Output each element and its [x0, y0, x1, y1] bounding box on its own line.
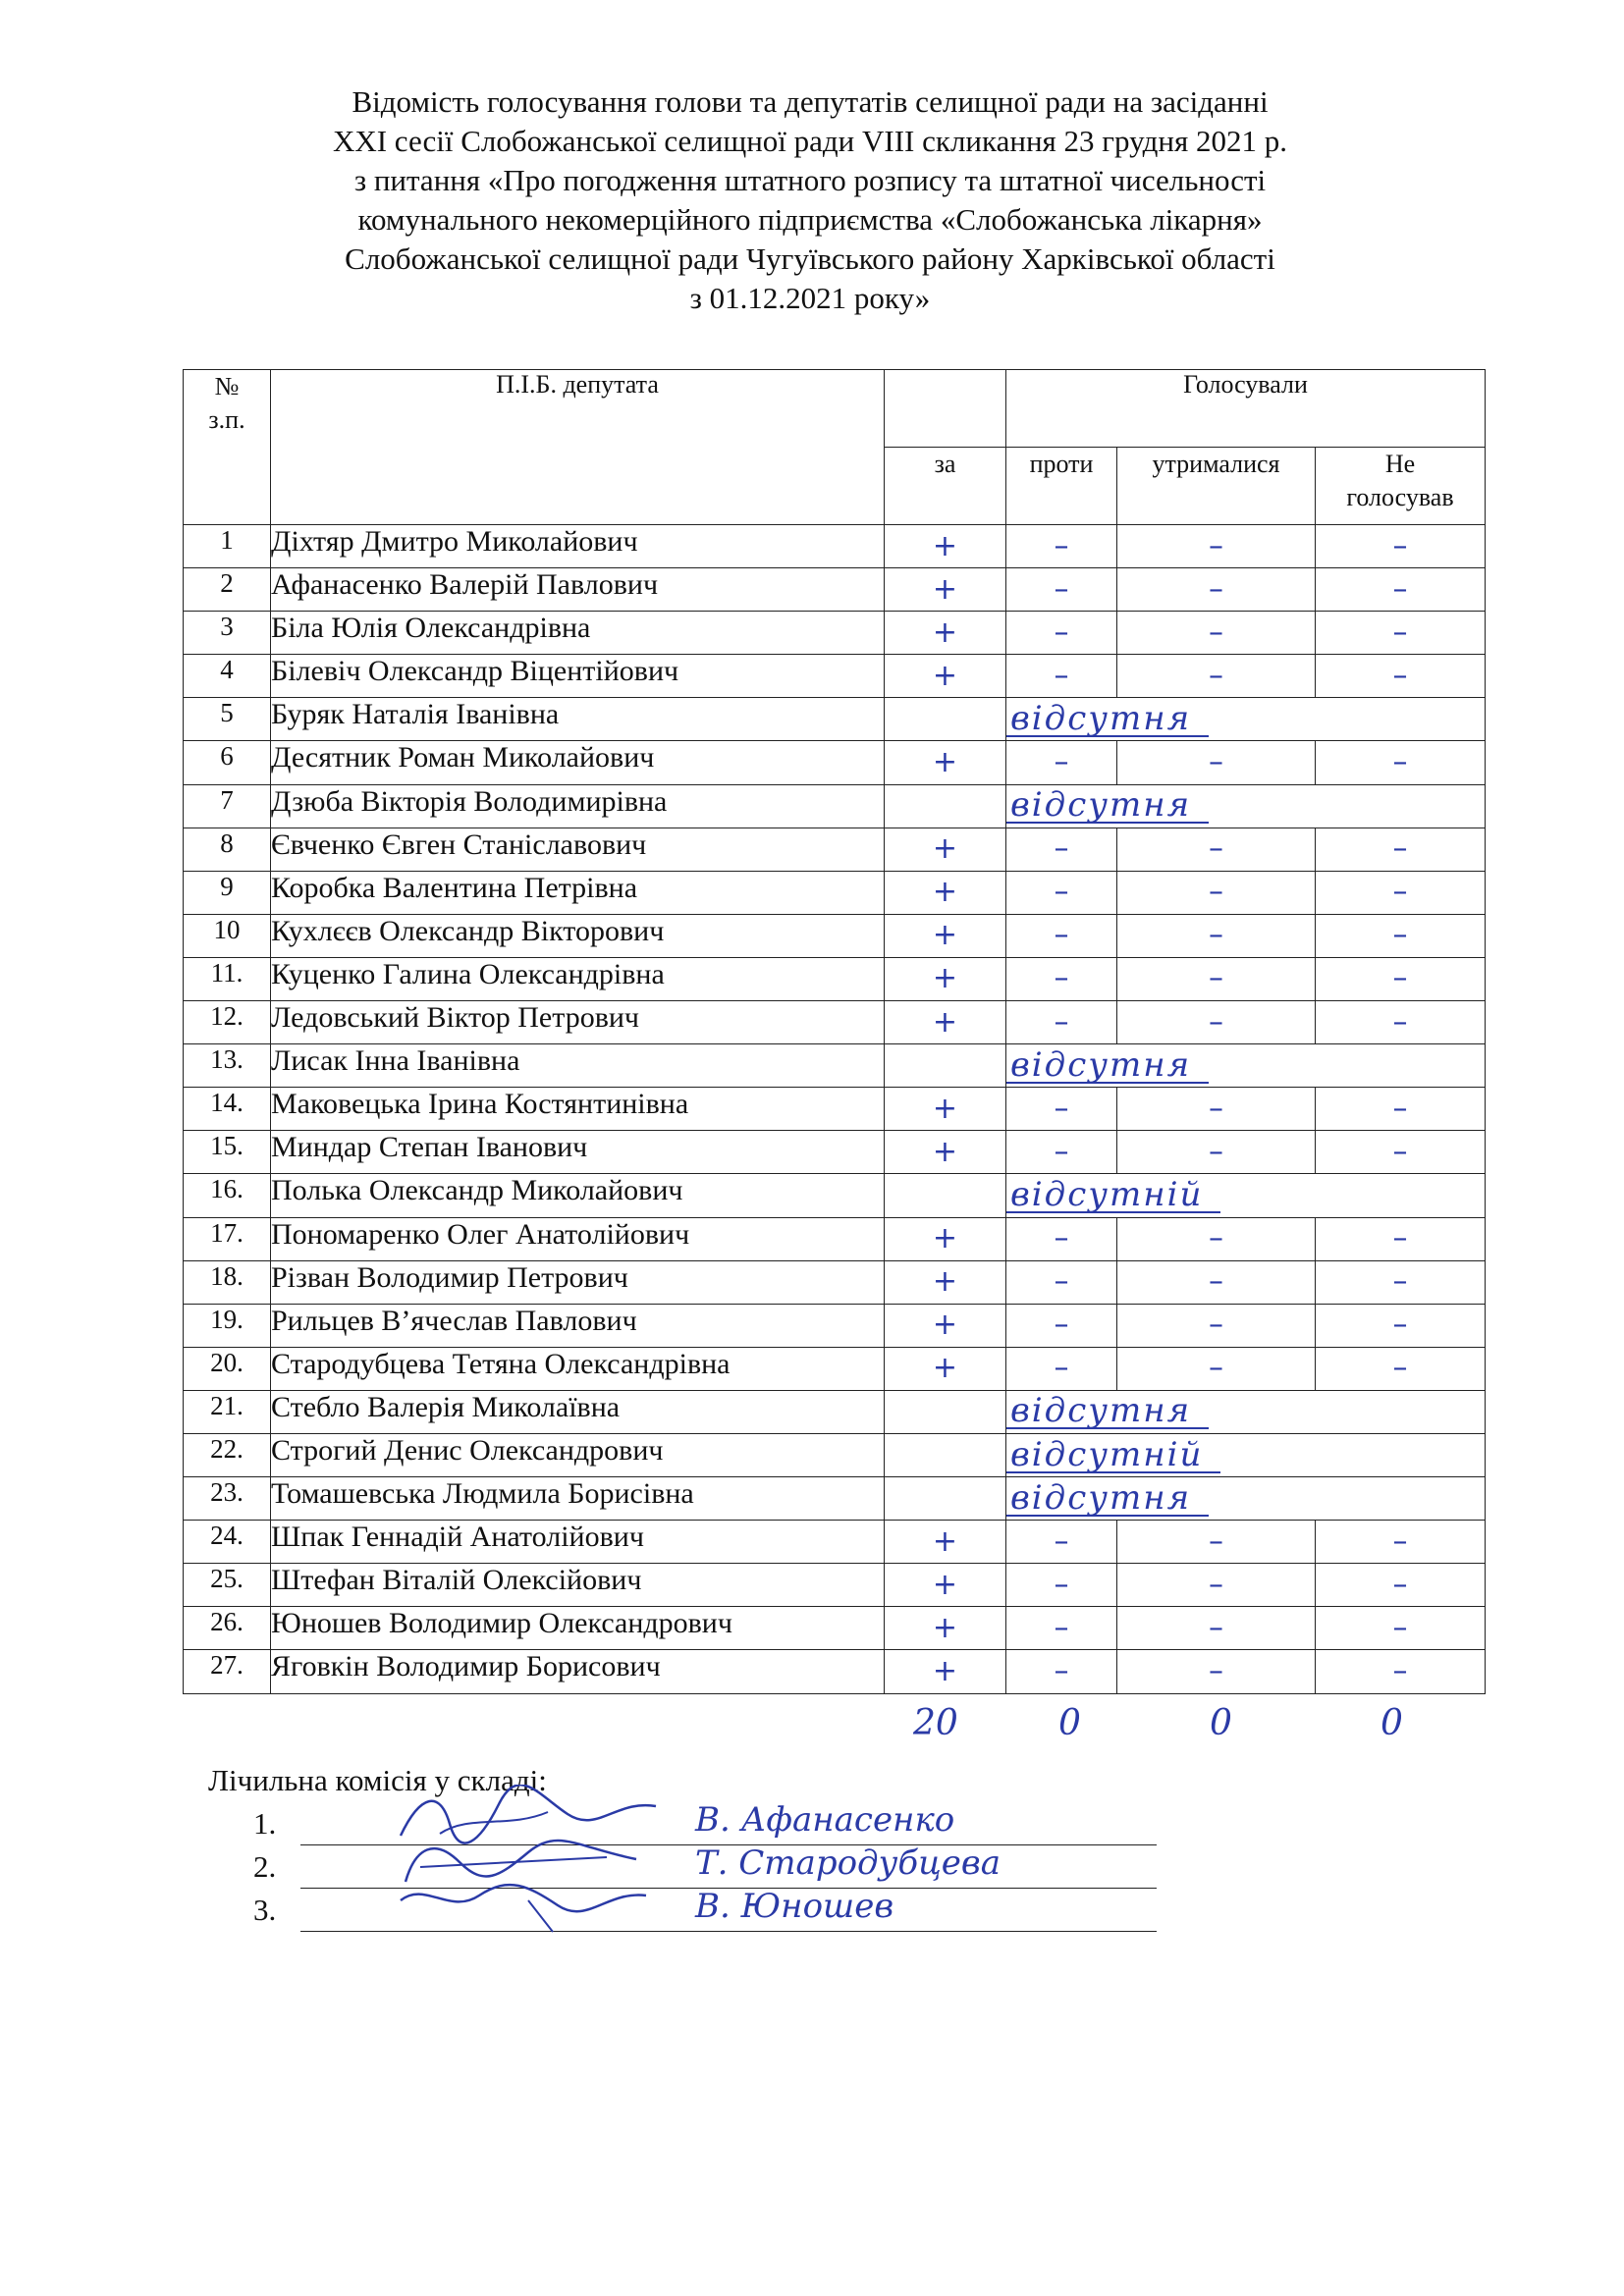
vote-for-cell [885, 1564, 1006, 1607]
vote-not-voted-cell [1316, 1088, 1486, 1131]
vote-not-voted-cell [1316, 1001, 1486, 1044]
vote-against-cell [1006, 828, 1117, 871]
total-against: 0 [1058, 1703, 1081, 1743]
vote-for-mark: + [932, 1264, 958, 1300]
table-row [184, 828, 1486, 871]
vote-against-cell [1006, 1564, 1117, 1607]
vote-abstained-cell [1117, 1088, 1316, 1131]
vote-for-cell [885, 1477, 1006, 1521]
vote-not-voted-mark: – [1392, 1523, 1408, 1559]
vote-not-voted-mark: – [1392, 1610, 1408, 1645]
vote-not-voted-cell [1316, 1304, 1486, 1347]
deputy-name: Стародубцева Тетяна Олександрівна [271, 1347, 885, 1390]
deputy-name: Миндар Степан Іванович [271, 1131, 885, 1174]
table-row [184, 1044, 1486, 1088]
absent-mark: відсутня [1006, 788, 1209, 824]
vote-against-mark: – [1054, 1653, 1069, 1688]
vote-for-mark: + [932, 961, 958, 996]
vote-against-mark: – [1054, 1610, 1069, 1645]
vote-for-mark: + [932, 918, 958, 953]
vote-for-cell [885, 957, 1006, 1000]
row-number: 5 [184, 698, 271, 741]
row-number: 4 [184, 655, 271, 698]
vote-not-voted-mark: – [1392, 1264, 1408, 1300]
vote-abstained-mark: – [1209, 745, 1223, 780]
vote-against-mark: – [1054, 1567, 1069, 1602]
vote-not-voted-mark: – [1392, 1091, 1408, 1126]
vote-not-voted-cell [1316, 1260, 1486, 1304]
vote-for-cell [885, 1304, 1006, 1347]
deputy-name: Яговкін Володимир Борисович [271, 1650, 885, 1693]
vote-not-voted-mark: – [1392, 745, 1408, 780]
vote-against-cell [1006, 655, 1117, 698]
vote-abstained-cell [1117, 828, 1316, 871]
vote-for-cell [885, 1217, 1006, 1260]
table-row [184, 655, 1486, 698]
vote-not-voted-cell [1316, 1564, 1486, 1607]
col-header-not-voted: Не голосував [1316, 448, 1486, 525]
vote-not-voted-mark: – [1392, 875, 1408, 910]
vote-abstained-cell [1117, 741, 1316, 784]
member-index: 3. [253, 1893, 277, 1927]
vote-against-mark: – [1054, 528, 1069, 563]
vote-for-cell [885, 525, 1006, 568]
vote-for-mark: + [932, 658, 958, 693]
vote-for-cell [885, 1131, 1006, 1174]
deputy-name: Пономаренко Олег Анатолійович [271, 1217, 885, 1260]
col-header-voted: Голосували [1006, 370, 1486, 448]
vote-abstained-cell [1117, 871, 1316, 914]
vote-not-voted-cell [1316, 957, 1486, 1000]
vote-against-cell [1006, 525, 1117, 568]
vote-against-cell [1006, 612, 1117, 655]
table-row [184, 784, 1486, 828]
vote-against-cell [1006, 957, 1117, 1000]
table-row [184, 1174, 1486, 1217]
vote-for-cell [885, 741, 1006, 784]
vote-abstained-cell [1117, 525, 1316, 568]
table-row [184, 568, 1486, 612]
vote-for-cell [885, 784, 1006, 828]
voting-table [183, 369, 1486, 1694]
vote-abstained-mark: – [1209, 1523, 1223, 1559]
total-for: 20 [913, 1703, 958, 1743]
vote-against-mark: – [1054, 1091, 1069, 1126]
vote-not-voted-cell [1316, 1131, 1486, 1174]
vote-not-voted-cell [1316, 1607, 1486, 1650]
absent-mark: відсутній [1006, 1438, 1220, 1473]
row-number: 8 [184, 828, 271, 871]
deputy-name: Буряк Наталія Іванівна [271, 698, 885, 741]
vote-not-voted-mark: – [1392, 961, 1408, 996]
vote-abstained-mark: – [1209, 1264, 1223, 1300]
vote-not-voted-mark: – [1392, 1653, 1408, 1688]
member-name: В. Афанасенко [695, 1800, 955, 1840]
vote-not-voted-cell [1316, 612, 1486, 655]
col-header-against: проти [1006, 448, 1117, 525]
absent-cell [1006, 1477, 1486, 1521]
row-number: 17. [184, 1217, 271, 1260]
deputy-name: Дзюба Вікторія Володимирівна [271, 784, 885, 828]
absent-cell [1006, 1433, 1486, 1476]
vote-against-cell [1006, 1131, 1117, 1174]
vote-against-mark: – [1054, 961, 1069, 996]
vote-abstained-mark: – [1209, 918, 1223, 953]
vote-abstained-mark: – [1209, 1221, 1223, 1256]
vote-for-mark: + [932, 831, 958, 867]
vote-for-mark: + [932, 1004, 958, 1040]
vote-not-voted-cell [1316, 1521, 1486, 1564]
vote-against-mark: – [1054, 1308, 1069, 1343]
total-abstained: 0 [1210, 1703, 1232, 1743]
header-line: з 01.12.2021 року» [689, 281, 931, 315]
table-row [184, 1260, 1486, 1304]
vote-abstained-cell [1117, 1217, 1316, 1260]
vote-not-voted-cell [1316, 525, 1486, 568]
deputy-name: Томашевська Людмила Борисівна [271, 1477, 885, 1521]
vote-abstained-cell [1117, 655, 1316, 698]
vote-for-mark: + [932, 1091, 958, 1126]
vote-not-voted-mark: – [1392, 918, 1408, 953]
row-number: 7 [184, 784, 271, 828]
vote-for-mark: + [932, 571, 958, 607]
document-header [187, 82, 1434, 318]
deputy-name: Білевіч Олександр Віцентійович [271, 655, 885, 698]
table-row [184, 957, 1486, 1000]
table-row [184, 1477, 1486, 1521]
vote-against-mark: – [1054, 1134, 1069, 1169]
row-number: 11. [184, 957, 271, 1000]
table-row [184, 1433, 1486, 1476]
deputy-name: Шпак Геннадій Анатолійович [271, 1521, 885, 1564]
vote-abstained-cell [1117, 1131, 1316, 1174]
row-number: 21. [184, 1390, 271, 1433]
vote-abstained-mark: – [1209, 614, 1223, 650]
absent-mark: відсутній [1006, 1178, 1220, 1213]
vote-for-mark: + [932, 1351, 958, 1386]
vote-not-voted-cell [1316, 655, 1486, 698]
deputy-name: Коробка Валентина Петрівна [271, 871, 885, 914]
row-number: 26. [184, 1607, 271, 1650]
vote-not-voted-mark: – [1392, 1567, 1408, 1602]
vote-for-mark: + [932, 1221, 958, 1256]
vote-abstained-mark: – [1209, 831, 1223, 867]
deputy-name: Маковецька Ірина Костянтинівна [271, 1088, 885, 1131]
vote-abstained-mark: – [1209, 658, 1223, 693]
deputy-name: Діхтяр Дмитро Миколайович [271, 525, 885, 568]
vote-not-voted-mark: – [1392, 528, 1408, 563]
vote-against-cell [1006, 1521, 1117, 1564]
vote-for-mark: + [932, 1523, 958, 1559]
absent-mark: відсутня [1006, 1048, 1209, 1084]
row-number: 18. [184, 1260, 271, 1304]
table-row [184, 1650, 1486, 1693]
row-number: 3 [184, 612, 271, 655]
vote-against-cell [1006, 741, 1117, 784]
row-number: 19. [184, 1304, 271, 1347]
table-row [184, 1607, 1486, 1650]
vote-for-mark: + [932, 1134, 958, 1169]
vote-against-mark: – [1054, 571, 1069, 607]
absent-mark: відсутня [1006, 1394, 1209, 1429]
total-not-voted: 0 [1380, 1703, 1403, 1743]
vote-for-mark: + [932, 614, 958, 650]
table-row [184, 1131, 1486, 1174]
deputy-name: Штефан Віталій Олексійович [271, 1564, 885, 1607]
vote-abstained-mark: – [1209, 1351, 1223, 1386]
row-number: 24. [184, 1521, 271, 1564]
vote-against-mark: – [1054, 875, 1069, 910]
table-row [184, 612, 1486, 655]
vote-not-voted-mark: – [1392, 614, 1408, 650]
vote-not-voted-mark: – [1392, 1004, 1408, 1040]
vote-for-cell [885, 698, 1006, 741]
row-number: 13. [184, 1044, 271, 1088]
vote-against-cell [1006, 1260, 1117, 1304]
vote-for-cell [885, 568, 1006, 612]
vote-abstained-mark: – [1209, 1653, 1223, 1688]
vote-not-voted-mark: – [1392, 1308, 1408, 1343]
vote-abstained-mark: – [1209, 1567, 1223, 1602]
vote-for-mark: + [932, 1567, 958, 1602]
row-number: 25. [184, 1564, 271, 1607]
vote-not-voted-cell [1316, 914, 1486, 957]
vote-against-cell [1006, 1217, 1117, 1260]
row-number: 12. [184, 1001, 271, 1044]
vote-against-mark: – [1054, 831, 1069, 867]
vote-abstained-mark: – [1209, 528, 1223, 563]
deputy-name: Куценко Галина Олександрівна [271, 957, 885, 1000]
vote-for-cell [885, 871, 1006, 914]
deputy-name: Рильцев В’ячеслав Павлович [271, 1304, 885, 1347]
vote-against-mark: – [1054, 745, 1069, 780]
row-number: 1 [184, 525, 271, 568]
vote-not-voted-cell [1316, 1650, 1486, 1693]
vote-for-cell [885, 1174, 1006, 1217]
vote-abstained-cell [1117, 1260, 1316, 1304]
row-number: 16. [184, 1174, 271, 1217]
vote-abstained-cell [1117, 1304, 1316, 1347]
vote-abstained-mark: – [1209, 1610, 1223, 1645]
vote-not-voted-mark: – [1392, 658, 1408, 693]
vote-for-cell [885, 1433, 1006, 1476]
deputy-name: Ледовський Віктор Петрович [271, 1001, 885, 1044]
vote-for-cell [885, 1650, 1006, 1693]
vote-against-cell [1006, 1001, 1117, 1044]
vote-against-mark: – [1054, 1004, 1069, 1040]
vote-for-cell [885, 655, 1006, 698]
vote-for-mark: + [932, 1610, 958, 1645]
deputy-name: Кухлєєв Олександр Вікторович [271, 914, 885, 957]
table-row [184, 1217, 1486, 1260]
table-row [184, 914, 1486, 957]
vote-against-mark: – [1054, 658, 1069, 693]
absent-cell [1006, 1174, 1486, 1217]
row-number: 9 [184, 871, 271, 914]
row-number: 27. [184, 1650, 271, 1693]
row-number: 14. [184, 1088, 271, 1131]
vote-for-cell [885, 612, 1006, 655]
vote-not-voted-mark: – [1392, 1134, 1408, 1169]
deputy-name: Лисак Інна Іванівна [271, 1044, 885, 1088]
vote-against-cell [1006, 871, 1117, 914]
vote-for-mark: + [932, 1653, 958, 1688]
table-row [184, 1521, 1486, 1564]
vote-abstained-cell [1117, 612, 1316, 655]
vote-against-cell [1006, 568, 1117, 612]
vote-for-cell [885, 1001, 1006, 1044]
row-number: 20. [184, 1347, 271, 1390]
absent-mark: відсутня [1006, 1481, 1209, 1517]
table-row [184, 1390, 1486, 1433]
vote-against-cell [1006, 1607, 1117, 1650]
vote-not-voted-mark: – [1392, 831, 1408, 867]
vote-abstained-mark: – [1209, 1091, 1223, 1126]
vote-against-mark: – [1054, 1221, 1069, 1256]
header-line: Слобожанської селищної ради Чугуївського району Харківської області [345, 241, 1275, 276]
totals-row [0, 1703, 1624, 1752]
member-name: Т. Стародубцева [695, 1843, 1001, 1883]
deputy-name: Біла Юлія Олександрівна [271, 612, 885, 655]
row-number: 10 [184, 914, 271, 957]
vote-not-voted-cell [1316, 1347, 1486, 1390]
deputy-name: Юношев Володимир Олександрович [271, 1607, 885, 1650]
vote-abstained-cell [1117, 1521, 1316, 1564]
deputy-name: Стебло Валерія Миколаївна [271, 1390, 885, 1433]
col-header-name: П.І.Б. депутата [271, 370, 885, 525]
vote-abstained-mark: – [1209, 875, 1223, 910]
vote-not-voted-cell [1316, 871, 1486, 914]
vote-for-cell [885, 1260, 1006, 1304]
table-row [184, 741, 1486, 784]
absent-cell [1006, 784, 1486, 828]
col-header-blank [885, 370, 1006, 448]
vote-against-mark: – [1054, 1523, 1069, 1559]
vote-for-cell [885, 1607, 1006, 1650]
vote-abstained-cell [1117, 568, 1316, 612]
vote-for-mark: + [932, 1308, 958, 1343]
table-row [184, 1001, 1486, 1044]
absent-cell [1006, 1390, 1486, 1433]
absent-mark: відсутня [1006, 702, 1209, 737]
vote-not-voted-mark: – [1392, 1351, 1408, 1386]
table-row [184, 1304, 1486, 1347]
deputy-name: Афанасенко Валерій Павлович [271, 568, 885, 612]
vote-abstained-cell [1117, 1347, 1316, 1390]
vote-not-voted-mark: – [1392, 1221, 1408, 1256]
row-number: 2 [184, 568, 271, 612]
member-name: В. Юношев [695, 1887, 894, 1926]
vote-abstained-cell [1117, 1564, 1316, 1607]
header-line: XXI сесії Слобожанської селищної ради VIII скликання 23 грудня 2021 р. [332, 124, 1288, 158]
commission-title: Лічильна комісія у складі: [208, 1763, 547, 1797]
header-line: Відомість голосування голови та депутатів селищної ради на засіданні [352, 84, 1269, 119]
absent-cell [1006, 698, 1486, 741]
vote-for-cell [885, 914, 1006, 957]
vote-against-cell [1006, 1304, 1117, 1347]
vote-against-mark: – [1054, 1264, 1069, 1300]
deputy-name: Євченко Євген Станіславович [271, 828, 885, 871]
col-header-num: № з.п. [184, 370, 271, 525]
vote-not-voted-mark: – [1392, 571, 1408, 607]
vote-for-cell [885, 1088, 1006, 1131]
vote-abstained-cell [1117, 914, 1316, 957]
header-line: з питання «Про погодження штатного розпису та штатної чисельності [353, 163, 1267, 197]
member-index: 2. [253, 1849, 277, 1884]
col-header-abstained: утрималися [1117, 448, 1316, 525]
vote-abstained-mark: – [1209, 571, 1223, 607]
vote-abstained-mark: – [1209, 961, 1223, 996]
vote-abstained-mark: – [1209, 1004, 1223, 1040]
vote-for-cell [885, 1347, 1006, 1390]
vote-for-cell [885, 828, 1006, 871]
vote-against-mark: – [1054, 1351, 1069, 1386]
vote-for-mark: + [932, 745, 958, 780]
table-row [184, 1347, 1486, 1390]
table-row [184, 1088, 1486, 1131]
vote-for-mark: + [932, 528, 958, 563]
col-header-for: за [885, 448, 1006, 525]
vote-abstained-cell [1117, 1607, 1316, 1650]
vote-against-cell [1006, 1088, 1117, 1131]
vote-abstained-mark: – [1209, 1308, 1223, 1343]
deputy-name: Десятник Роман Миколайович [271, 741, 885, 784]
commission-member [253, 1887, 1157, 1936]
vote-not-voted-cell [1316, 1217, 1486, 1260]
table-row [184, 871, 1486, 914]
table-row [184, 698, 1486, 741]
row-number: 15. [184, 1131, 271, 1174]
vote-not-voted-cell [1316, 568, 1486, 612]
row-number: 23. [184, 1477, 271, 1521]
vote-against-mark: – [1054, 918, 1069, 953]
deputy-name: Різван Володимир Петрович [271, 1260, 885, 1304]
absent-cell [1006, 1044, 1486, 1088]
vote-abstained-cell [1117, 1650, 1316, 1693]
vote-against-cell [1006, 1650, 1117, 1693]
signature-3 [381, 1871, 676, 1936]
vote-for-mark: + [932, 875, 958, 910]
vote-for-cell [885, 1521, 1006, 1564]
vote-not-voted-cell [1316, 828, 1486, 871]
member-index: 1. [253, 1806, 277, 1841]
vote-against-cell [1006, 914, 1117, 957]
vote-for-cell [885, 1390, 1006, 1433]
table-row [184, 525, 1486, 568]
deputy-name: Полька Олександр Миколайович [271, 1174, 885, 1217]
header-line: комунального некомерційного підприємства «Слобожанська лікарня» [357, 202, 1263, 237]
vote-against-mark: – [1054, 614, 1069, 650]
row-number: 6 [184, 741, 271, 784]
vote-abstained-cell [1117, 1001, 1316, 1044]
deputy-name: Строгий Денис Олександрович [271, 1433, 885, 1476]
vote-not-voted-cell [1316, 741, 1486, 784]
vote-for-cell [885, 1044, 1006, 1088]
row-number: 22. [184, 1433, 271, 1476]
vote-against-cell [1006, 1347, 1117, 1390]
table-row [184, 1564, 1486, 1607]
vote-abstained-cell [1117, 957, 1316, 1000]
vote-abstained-mark: – [1209, 1134, 1223, 1169]
